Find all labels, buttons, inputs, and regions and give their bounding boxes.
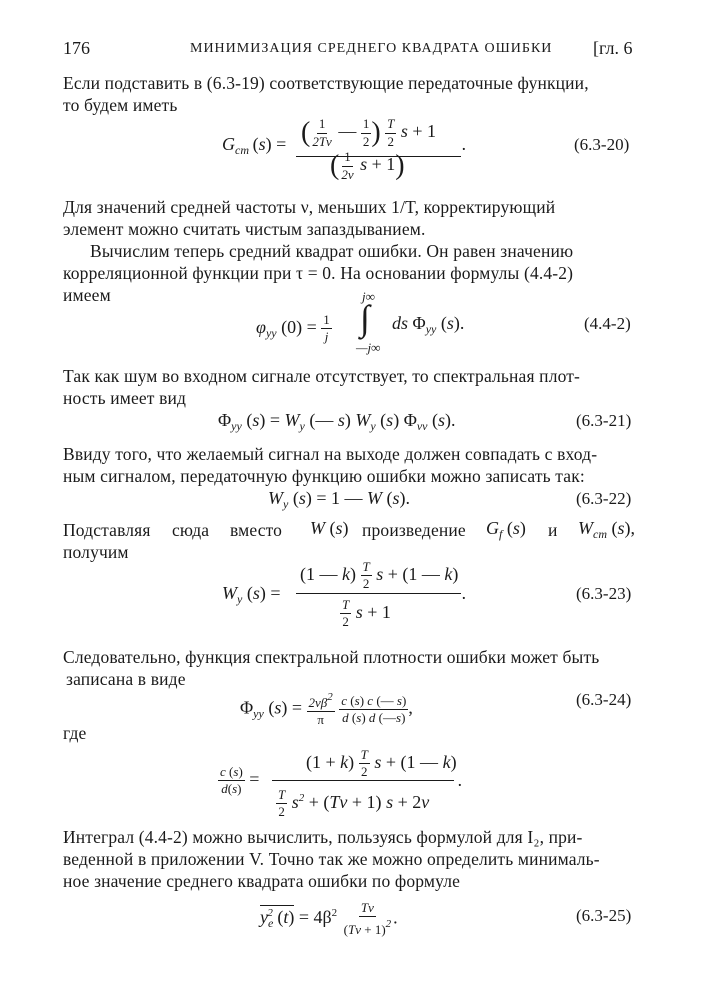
text-line: то будем иметь xyxy=(63,95,178,115)
text-line: Вычислим теперь средний квадрат ошибки. Он равен значению xyxy=(90,241,574,261)
fraction-bar xyxy=(272,780,454,781)
equation-6-3-20-lhs: $G_{cm}$ (s) = xyxy=(222,134,287,157)
text-word: Подставляя xyxy=(63,520,151,540)
inline-math: W (s) xyxy=(310,518,349,538)
equation-cs-ds-lhs: $\frac{c (s)}{d(s)}$ = xyxy=(220,764,260,797)
period: . xyxy=(462,134,467,154)
equation-label: (6.3-21) xyxy=(576,411,632,430)
equation-label: (6.3-23) xyxy=(576,584,632,603)
text-line: ное значение среднего квадрата ошибки по формуле xyxy=(63,871,461,891)
text-line: имеем xyxy=(63,285,111,305)
equation-6-3-24: $\Phi_{yy}$ (s) = $\frac{2\nu\beta^2}{\pi}$ $\frac{c (s) c (— s)}{d (s) d (—s)}$ , xyxy=(240,691,413,728)
equation-6-3-22: $W_y$ (s) = 1 — W (s). xyxy=(268,488,411,511)
equation-cs-ds-numerator: (1 + k) $\frac{T}{2}$ s + (1 — k) xyxy=(306,747,457,780)
equation-cs-ds-denominator: $\frac{T}{2}$ $s^2 + (T\nu + 1) s + 2\nu$ xyxy=(278,787,430,820)
equation-label: (6.3-24) xyxy=(576,690,632,709)
text-line: Так как шум во входном сигнале отсутствует, то спектральная плот- xyxy=(63,366,581,386)
equation-4-4-2: $\varphi_{yy}$ (0) = $\frac{1}{j}$ xyxy=(256,312,330,345)
text-line: корреляционной функции при τ = 0. На основании формулы (4.4-2) xyxy=(63,263,574,283)
equation-label: (6.3-22) xyxy=(576,489,632,508)
inline-math: $G_f$ (s) xyxy=(486,518,526,541)
text-word: и xyxy=(548,520,558,540)
text-line: Для значений средней частоты ν, меньших 1/T, корректирующий xyxy=(63,197,556,217)
text-word: произведение xyxy=(362,520,466,540)
equation-6-3-23-numerator: (1 — k) $\frac{T}{2}$ s + (1 — k) xyxy=(300,559,459,592)
equation-6-3-23-denominator: $\frac{T}{2}$ s + 1 xyxy=(342,597,391,630)
chapter-marker: [гл. 6 xyxy=(593,38,633,58)
page-number: 176 xyxy=(63,38,90,58)
equation-6-3-25: $y_e^2$ $(t) = 4\beta^2$ $\frac{T\nu}{(T\nu + 1)^2}$ . xyxy=(260,900,398,938)
text-line: ность имеет вид xyxy=(63,388,187,408)
equation-label: (6.3-25) xyxy=(576,906,632,925)
integral-upper-limit: j∞ xyxy=(362,289,375,304)
text-word: сюда xyxy=(172,520,210,540)
text-line: веденной в приложении V. Точно так же можно определить минималь- xyxy=(63,849,600,869)
text-line: получим xyxy=(63,542,129,562)
text-line: Следовательно, функция спектральной плотности ошибки может быть xyxy=(63,647,600,667)
period: . xyxy=(458,770,463,790)
running-title: МИНИМИЗАЦИЯ СРЕДНЕГО КВАДРАТА ОШИБКИ xyxy=(190,41,553,56)
text-line: Ввиду того, что желаемый сигнал на выходе должен совпадать с вход- xyxy=(63,444,598,464)
integral-lower-limit: —j∞ xyxy=(356,340,381,355)
text-word: вместо xyxy=(230,520,283,540)
text-line: записана в виде xyxy=(66,669,186,689)
text-line: Интеграл (4.4-2) можно вычислить, пользуясь формулой для I₂, при- xyxy=(63,827,583,847)
equation-6-3-23-lhs: $W_y$ (s) = xyxy=(222,583,281,606)
equation-label: (4.4-2) xyxy=(584,314,631,333)
integral-sign: ∫ xyxy=(360,298,370,338)
text-line: элемент можно считать чистым запаздыванием. xyxy=(63,219,426,239)
period: . xyxy=(462,583,467,603)
inline-math: $W_{cm}$ (s), xyxy=(578,518,636,541)
fraction-bar xyxy=(296,593,461,594)
text-line: ным сигналом, передаточную функцию ошибки можно записать так: xyxy=(63,466,585,486)
text-line: где xyxy=(63,723,87,743)
text-line: Если подставить в (6.3-19) соответствующие передаточные функции, xyxy=(63,73,589,93)
integrand: ds $\Phi_{yy}$ (s). xyxy=(392,313,465,336)
equation-6-3-20-numerator: ( $\frac{1}{2T\nu}$ — $\frac{1}{2}$ ) $\frac{T}{2}$ s + 1 xyxy=(301,116,437,149)
equation-6-3-21: $\Phi_{yy}$ $(s) = W_y$ (— s) $W_y$ (s) $\Phi_{vv}$ (s). xyxy=(218,410,456,433)
equation-label: (6.3-20) xyxy=(574,135,630,154)
equation-6-3-20-denominator: ( $\frac{1}{2\nu}$ s + 1) xyxy=(330,149,405,182)
